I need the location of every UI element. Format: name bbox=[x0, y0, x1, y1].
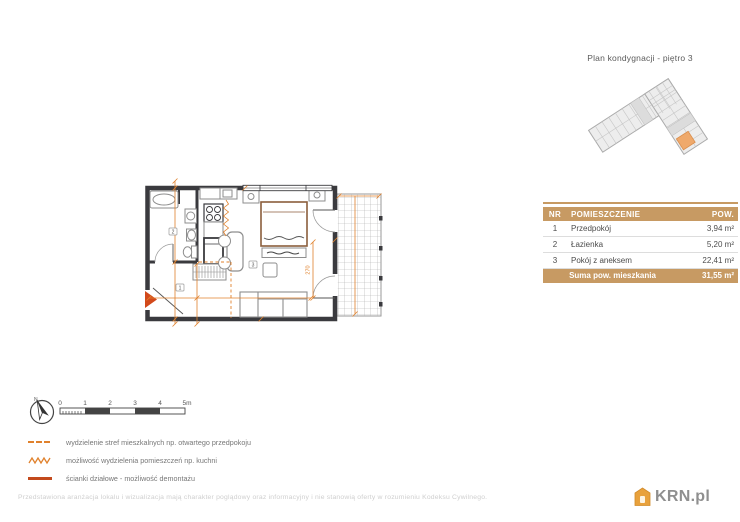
stove bbox=[204, 204, 223, 222]
dashed-line-icon bbox=[28, 441, 54, 443]
table-summary-row bbox=[543, 269, 738, 283]
scale-bar bbox=[58, 400, 191, 414]
row-nr: 1 bbox=[543, 221, 567, 237]
solid-line-icon bbox=[28, 477, 54, 480]
summary-label: Suma pow. mieszkania bbox=[569, 271, 656, 281]
krn-logo[interactable] bbox=[633, 487, 710, 507]
kitchen-counter bbox=[204, 222, 223, 238]
legend-item bbox=[28, 436, 251, 448]
balcony bbox=[337, 194, 383, 316]
row-area: 5,20 m² bbox=[682, 237, 738, 253]
scale-tick-label: 0 bbox=[58, 400, 62, 407]
zigzag-line-icon bbox=[28, 456, 54, 465]
legend-label: ścianki działowe - możliwość demontażu bbox=[66, 473, 196, 483]
row-name: Łazienka bbox=[567, 237, 682, 253]
kitchen-cabinet bbox=[200, 188, 220, 199]
table-row bbox=[543, 237, 738, 253]
krn-logo-text: KRN.pl bbox=[655, 488, 711, 505]
bathtub bbox=[150, 191, 178, 208]
door-dimension-label: 270 bbox=[305, 265, 312, 275]
washing-machine bbox=[185, 209, 197, 223]
legend-item bbox=[28, 454, 217, 466]
toilet bbox=[183, 246, 197, 258]
scale-tick-label: 5m bbox=[182, 400, 192, 407]
room-number: 3 bbox=[251, 262, 255, 269]
compass-north-label: N bbox=[34, 397, 38, 403]
bed bbox=[261, 202, 307, 246]
row-area: 3,94 m² bbox=[682, 221, 738, 237]
col-area: POW. bbox=[711, 209, 734, 219]
scale-tick-label: 4 bbox=[158, 400, 162, 407]
table-header-row bbox=[543, 207, 738, 221]
row-nr: 3 bbox=[543, 253, 567, 269]
disclaimer-text: Przedstawiona aranżacja lokalu i wizualizacja mają charakter poglądowy oraz informacyjny i nie stanowią oferty w rozumieniu Kodeksu Cywilnego. bbox=[18, 494, 488, 501]
room-number: 1 bbox=[178, 285, 182, 292]
table-top-rule bbox=[543, 202, 738, 204]
window bbox=[243, 185, 332, 190]
bed-bench bbox=[262, 248, 306, 258]
scale-and-compass bbox=[24, 394, 204, 426]
row-area: 22,41 m² bbox=[682, 253, 738, 269]
room-table bbox=[543, 207, 738, 283]
north-arrow-icon bbox=[31, 397, 54, 424]
chair bbox=[219, 235, 231, 247]
key-plan-title: Plan kondygnacji - piętro 3 bbox=[587, 53, 693, 63]
krn-house-icon bbox=[633, 487, 652, 507]
row-name: Pokój z aneksem bbox=[567, 253, 682, 269]
boiler bbox=[223, 190, 232, 197]
nightstand bbox=[243, 190, 259, 203]
pouf bbox=[263, 263, 277, 277]
table-row bbox=[543, 221, 738, 237]
legend-item bbox=[28, 472, 195, 484]
chair bbox=[219, 257, 231, 269]
col-room: POMIESZCZENIE bbox=[571, 209, 641, 219]
row-nr: 2 bbox=[543, 237, 567, 253]
scale-tick-label: 1 bbox=[83, 400, 87, 407]
table-row bbox=[543, 253, 738, 269]
sink bbox=[187, 229, 197, 241]
sofa bbox=[240, 292, 307, 317]
col-nr: NR bbox=[548, 209, 562, 219]
summary-value: 31,55 m² bbox=[701, 271, 734, 281]
floor-key-plan bbox=[548, 64, 732, 176]
legend-label: możliwość wydzielenia pomieszczeń np. kuchni bbox=[66, 455, 218, 465]
apartment-floor-plan bbox=[143, 178, 391, 330]
room-number: 2 bbox=[171, 229, 175, 236]
scale-tick-label: 3 bbox=[133, 400, 137, 407]
row-name: Przedpokój bbox=[567, 221, 682, 237]
legend-label: wydzielenie stref mieszkalnych np. otwartego przedpokoju bbox=[66, 437, 251, 447]
scale-tick-label: 2 bbox=[108, 400, 112, 407]
